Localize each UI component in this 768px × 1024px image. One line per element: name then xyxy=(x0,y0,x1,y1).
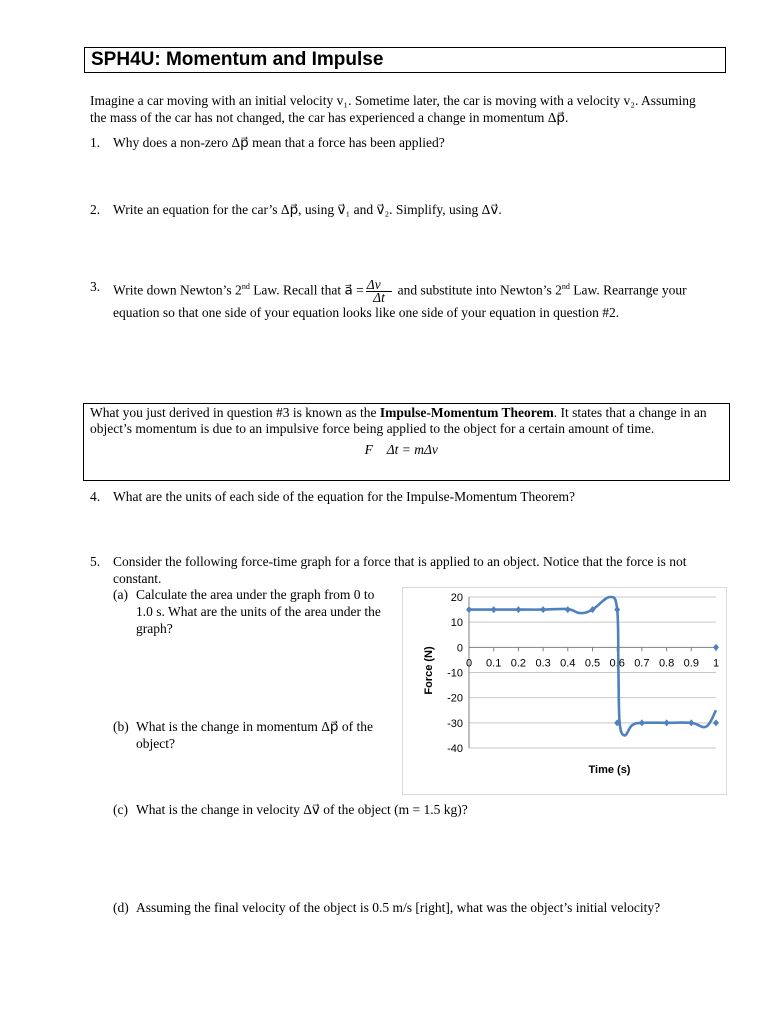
x-tick-label: 0 xyxy=(465,657,473,670)
data-point xyxy=(515,606,521,613)
text-segment: Law. Recall that a⃗ = xyxy=(249,282,364,298)
subquestion-text: graph? xyxy=(136,621,173,636)
x-tick-label: 0.1 xyxy=(486,657,502,670)
y-tick-label: -30 xyxy=(447,717,463,730)
subquestion-text: Calculate the area under the graph from 0 to xyxy=(136,587,375,602)
question-text-line-2: equation so that one side of your equation looks like one side of your equation in question #2. xyxy=(113,305,620,320)
question-number: 4. xyxy=(90,489,101,504)
intro-line-1: Imagine a car moving with an initial velocity v₁. Sometime later, the car is moving with a velocity v₂. Assuming xyxy=(90,93,696,108)
theorem-box xyxy=(83,403,730,481)
theorem-equation: F⃗ Δt = mΔv⃗ xyxy=(364,442,449,457)
text-segment: Law. Rearrange your xyxy=(569,282,687,298)
subquestion-label: (d) xyxy=(113,900,129,915)
subquestion-text: 1.0 s. What are the units of the area under the xyxy=(136,604,381,619)
subquestion-label: (c) xyxy=(113,802,128,817)
data-point xyxy=(565,606,571,613)
x-tick-label: 0.4 xyxy=(560,657,576,670)
question-text: Consider the following force-time graph for a force that is applied to an object. Notice that the force is not xyxy=(113,554,687,569)
data-point xyxy=(466,606,472,613)
y-tick-label: -10 xyxy=(447,667,463,680)
superscript: nd xyxy=(561,282,570,291)
x-tick-label: 0.7 xyxy=(634,657,650,670)
fraction xyxy=(366,276,392,305)
superscript: nd xyxy=(241,282,250,291)
theorem-text xyxy=(90,405,723,437)
question-number: 3. xyxy=(90,279,101,294)
y-tick-label: -40 xyxy=(447,743,463,755)
y-tick-label: 20 xyxy=(450,592,463,604)
question-text: What are the units of each side of the equation for the Impulse-Momentum Theorem? xyxy=(113,489,575,504)
question-number: 2. xyxy=(90,202,101,217)
x-axis-title: Time (s) xyxy=(588,764,631,776)
text-segment: Write down Newton’s 2 xyxy=(113,282,242,298)
force-time-chart xyxy=(402,587,727,795)
x-tick-label: 0.3 xyxy=(535,657,551,670)
chart-svg xyxy=(403,588,728,796)
x-tick-label: 0.8 xyxy=(658,657,675,670)
page-title: SPH4U: Momentum and Impulse xyxy=(84,47,726,73)
data-point xyxy=(540,606,546,613)
x-tick-label: 0.6 xyxy=(609,657,625,670)
y-tick-label: 10 xyxy=(450,617,463,630)
question-text-line-2: constant. xyxy=(113,571,162,586)
fraction-numerator: Δv⃗ xyxy=(366,276,392,292)
text-segment: What you just derived in question #3 is known as the xyxy=(90,405,380,420)
x-tick-label: 0.2 xyxy=(510,657,527,670)
fraction-denominator: Δt xyxy=(373,289,385,305)
y-tick-label: -20 xyxy=(447,692,463,705)
subquestion-text: Assuming the final velocity of the object is 0.5 m/s [right], what was the object’s initial velocity? xyxy=(136,900,661,915)
question-text: Write an equation for the car’s Δp⃗, using v⃗₁ and v⃗₂. Simplify, using Δv⃗. xyxy=(113,202,502,217)
subquestion-text: What is the change in velocity Δv⃗ of the object (m = 1.5 kg)? xyxy=(136,802,468,817)
subquestion-text: What is the change in momentum Δp⃗ of the xyxy=(136,719,373,734)
question-text xyxy=(113,269,718,308)
theorem-name: Impulse-Momentum Theorem xyxy=(379,405,554,420)
data-point xyxy=(491,606,497,613)
subquestion-label: (b) xyxy=(113,719,129,734)
y-tick-label: 0 xyxy=(456,642,463,655)
data-point xyxy=(688,719,694,726)
y-axis-title: Force (N) xyxy=(423,646,435,695)
question-text: Why does a non-zero Δp⃗ mean that a force has been applied? xyxy=(113,135,445,150)
x-tick-label: 1 xyxy=(712,657,720,670)
data-point xyxy=(639,719,645,726)
question-number: 5. xyxy=(90,554,101,569)
text-segment: . It states that a change in an object’s momentum is due to an impulsive force being applied to the object for a certain amount of time. xyxy=(90,405,707,436)
text-segment: and substitute into Newton’s 2 xyxy=(394,282,562,298)
question-number: 1. xyxy=(90,135,101,150)
data-point xyxy=(713,644,719,651)
intro-line-2: the mass of the car has not changed, the car has experienced a change in momentum Δp⃗. xyxy=(90,110,569,125)
x-tick-label: 0.9 xyxy=(683,657,699,670)
data-point xyxy=(614,606,620,613)
x-tick-label: 0.5 xyxy=(584,657,601,670)
data-point xyxy=(664,719,670,726)
subquestion-label: (a) xyxy=(113,587,128,602)
subquestion-text: object? xyxy=(136,736,175,751)
data-point xyxy=(713,719,719,726)
